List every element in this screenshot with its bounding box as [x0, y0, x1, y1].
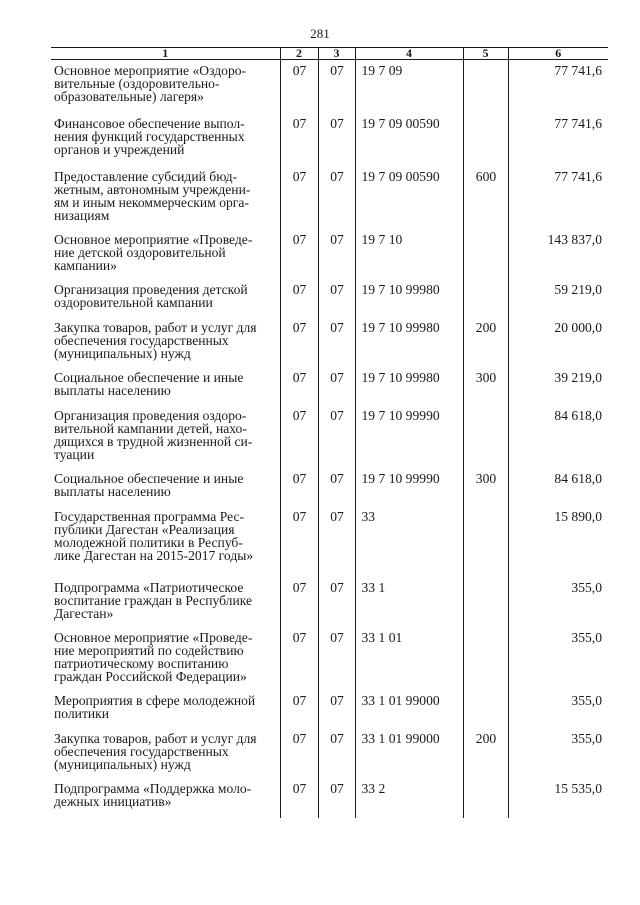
row-expense-type-code-cell — [463, 577, 508, 627]
row-name-line: выплаты населению — [54, 383, 171, 398]
row-name-line: жетным, автономным учреждени- — [54, 182, 251, 197]
row-name-cell — [51, 367, 280, 405]
row-section-code-cell — [280, 367, 318, 405]
row-amount: 355,0 — [571, 731, 602, 746]
row-target-item-code-cell — [355, 405, 463, 468]
row-amount: 355,0 — [571, 580, 602, 595]
row-subsection-code-cell — [318, 468, 355, 506]
row-section-code: 07 — [292, 169, 307, 184]
row-subsection-code-cell — [318, 279, 355, 317]
column-header-4: 4 — [355, 48, 463, 60]
row-name-cell — [51, 778, 280, 818]
row-target-item-code-cell — [355, 627, 463, 690]
row-amount-cell — [508, 279, 608, 317]
row-section-code-cell — [280, 166, 318, 229]
row-target-item-code: 33 2 — [361, 781, 386, 796]
row-name-line: лике Дагестан на 2015-2017 годы» — [54, 548, 254, 563]
column-header-1: 1 — [51, 48, 280, 60]
row-target-item-code: 19 7 10 99980 — [361, 320, 440, 335]
row-expense-type-code-cell — [463, 60, 508, 114]
table-row — [51, 728, 608, 778]
row-amount: 39 219,0 — [554, 370, 602, 385]
row-amount: 77 741,6 — [554, 63, 602, 78]
row-section-code-cell — [280, 506, 318, 577]
row-amount: 84 618,0 — [554, 471, 602, 486]
row-section-code: 07 — [292, 320, 307, 335]
row-subsection-code-cell — [318, 690, 355, 728]
table-body — [51, 60, 608, 819]
row-amount-cell — [508, 468, 608, 506]
table-row — [51, 229, 608, 279]
row-subsection-code-cell — [318, 367, 355, 405]
row-amount-cell — [508, 728, 608, 778]
row-target-item-code: 33 1 01 — [361, 630, 403, 645]
table-row — [51, 690, 608, 728]
row-target-item-code-cell — [355, 113, 463, 166]
row-expense-type-code-cell — [463, 229, 508, 279]
row-amount: 77 741,6 — [554, 116, 602, 131]
row-section-code: 07 — [292, 630, 307, 645]
row-name-line: Организация проведения оздоро- — [54, 408, 247, 423]
row-subsection-code-cell — [318, 229, 355, 279]
row-subsection-code: 07 — [330, 630, 344, 645]
row-amount: 77 741,6 — [554, 169, 602, 184]
row-section-code: 07 — [292, 693, 307, 708]
row-name-cell — [51, 728, 280, 778]
row-subsection-code: 07 — [330, 370, 344, 385]
row-name-line: Закупка товаров, работ и услуг для — [54, 731, 257, 746]
row-subsection-code-cell — [318, 728, 355, 778]
row-name-cell — [51, 166, 280, 229]
row-target-item-code-cell — [355, 778, 463, 818]
row-name-line: вительной кампании детей, нахо- — [54, 421, 247, 436]
row-target-item-code: 19 7 10 — [361, 232, 403, 247]
table-row — [51, 166, 608, 229]
row-subsection-code: 07 — [330, 63, 344, 78]
row-amount-cell — [508, 405, 608, 468]
row-name-cell — [51, 113, 280, 166]
row-name-line: Основное мероприятие «Проведе- — [54, 232, 253, 247]
row-target-item-code-cell — [355, 317, 463, 367]
row-expense-type-code-cell — [463, 506, 508, 577]
row-name-line: кампании» — [54, 258, 117, 273]
row-target-item-code-cell — [355, 690, 463, 728]
row-amount: 143 837,0 — [547, 232, 602, 247]
row-name-line: (муниципальных) нужд — [54, 757, 191, 772]
row-subsection-code: 07 — [330, 693, 344, 708]
budget-table — [51, 47, 608, 818]
row-target-item-code-cell — [355, 506, 463, 577]
row-name-line: органов и учреждений — [54, 142, 185, 157]
row-target-item-code: 33 — [361, 509, 376, 524]
row-section-code: 07 — [292, 63, 307, 78]
row-section-code: 07 — [292, 731, 307, 746]
row-amount: 84 618,0 — [554, 408, 602, 423]
row-expense-type-code-cell — [463, 113, 508, 166]
row-section-code: 07 — [292, 580, 307, 595]
row-subsection-code-cell — [318, 317, 355, 367]
row-target-item-code: 19 7 10 99980 — [361, 282, 440, 297]
table-row — [51, 506, 608, 577]
row-amount: 20 000,0 — [554, 320, 602, 335]
row-name-line: ние мероприятий по содействию — [54, 643, 244, 658]
column-header-3: 3 — [318, 48, 355, 60]
row-name-line: Государственная программа Рес- — [54, 509, 245, 524]
column-header-5: 5 — [463, 48, 508, 60]
row-name-line: Основное мероприятие «Оздоро- — [54, 63, 247, 78]
row-target-item-code-cell — [355, 577, 463, 627]
row-section-code-cell — [280, 405, 318, 468]
row-name-line: Подпрограмма «Патриотическое — [54, 580, 244, 595]
row-name-cell — [51, 405, 280, 468]
row-target-item-code-cell — [355, 468, 463, 506]
row-name-line: дежных инициатив» — [54, 794, 172, 809]
row-name-line: политики — [54, 706, 110, 721]
row-name-line: ям и иным некоммерческим орга- — [54, 195, 249, 210]
row-expense-type-code: 200 — [475, 731, 497, 746]
row-target-item-code-cell — [355, 279, 463, 317]
row-name-line: оздоровительной кампании — [54, 295, 213, 310]
row-name-cell — [51, 506, 280, 577]
row-expense-type-code-cell — [463, 778, 508, 818]
row-section-code-cell — [280, 113, 318, 166]
row-subsection-code-cell — [318, 166, 355, 229]
row-subsection-code-cell — [318, 627, 355, 690]
row-amount-cell — [508, 367, 608, 405]
table-row — [51, 279, 608, 317]
row-section-code: 07 — [292, 408, 307, 423]
row-subsection-code: 07 — [330, 471, 344, 486]
row-name-line: воспитание граждан в Республике — [54, 593, 253, 608]
row-name-line: вительные (оздоровительно- — [54, 76, 220, 91]
row-section-code-cell — [280, 728, 318, 778]
row-target-item-code-cell — [355, 166, 463, 229]
row-target-item-code: 33 1 01 99000 — [361, 693, 440, 708]
row-subsection-code: 07 — [330, 509, 344, 524]
row-target-item-code: 33 1 01 99000 — [361, 731, 440, 746]
row-name-line: Подпрограмма «Поддержка моло- — [54, 781, 252, 796]
row-name-line: ние детской оздоровительной — [54, 245, 226, 260]
row-amount-cell — [508, 229, 608, 279]
row-name-line: Предоставление субсидий бюд- — [54, 169, 238, 184]
row-expense-type-code: 300 — [475, 471, 497, 486]
row-name-line: обеспечения государственных — [54, 333, 229, 348]
row-section-code: 07 — [292, 781, 307, 796]
row-name-cell — [51, 690, 280, 728]
row-name-cell — [51, 229, 280, 279]
row-expense-type-code-cell — [463, 367, 508, 405]
row-name-line: молодежной политики в Респуб- — [54, 535, 243, 550]
row-name-line: публики Дагестан «Реализация — [54, 522, 235, 537]
row-name-line: патриотическому воспитанию — [54, 656, 229, 671]
row-section-code-cell — [280, 627, 318, 690]
row-name-cell — [51, 577, 280, 627]
table-header — [51, 48, 608, 60]
row-amount-cell — [508, 166, 608, 229]
row-section-code-cell — [280, 690, 318, 728]
row-target-item-code: 19 7 09 00590 — [361, 169, 440, 184]
row-amount-cell — [508, 778, 608, 818]
row-subsection-code-cell — [318, 405, 355, 468]
row-section-code-cell — [280, 468, 318, 506]
row-section-code-cell — [280, 778, 318, 818]
row-amount-cell — [508, 317, 608, 367]
row-name-line: Закупка товаров, работ и услуг для — [54, 320, 257, 335]
table-row — [51, 317, 608, 367]
row-target-item-code: 19 7 10 99990 — [361, 408, 440, 423]
row-expense-type-code-cell — [463, 728, 508, 778]
row-expense-type-code: 200 — [475, 320, 497, 335]
row-name-line: Основное мероприятие «Проведе- — [54, 630, 253, 645]
row-name-line: дящихся в трудной жизненной си- — [54, 434, 253, 449]
row-section-code: 07 — [292, 232, 307, 247]
row-amount: 355,0 — [571, 630, 602, 645]
table-row — [51, 60, 608, 114]
table-row — [51, 367, 608, 405]
row-subsection-code: 07 — [330, 282, 344, 297]
row-amount-cell — [508, 60, 608, 114]
row-name-line: нения функций государственных — [54, 129, 245, 144]
table-row — [51, 468, 608, 506]
table-row — [51, 627, 608, 690]
row-name-line: Финансовое обеспечение выпол- — [54, 116, 245, 131]
row-subsection-code-cell — [318, 778, 355, 818]
row-name-line: (муниципальных) нужд — [54, 346, 191, 361]
row-name-cell — [51, 317, 280, 367]
row-expense-type-code-cell — [463, 166, 508, 229]
row-name-cell — [51, 60, 280, 114]
row-section-code: 07 — [292, 370, 307, 385]
column-header-2: 2 — [280, 48, 318, 60]
row-name-line: выплаты населению — [54, 484, 171, 499]
row-target-item-code: 19 7 10 99990 — [361, 471, 440, 486]
header-row — [51, 48, 608, 60]
row-amount: 355,0 — [571, 693, 602, 708]
row-amount-cell — [508, 113, 608, 166]
row-subsection-code-cell — [318, 506, 355, 577]
row-section-code: 07 — [292, 471, 307, 486]
row-target-item-code: 19 7 10 99980 — [361, 370, 440, 385]
row-expense-type-code-cell — [463, 317, 508, 367]
row-section-code: 07 — [292, 509, 307, 524]
row-name-line: обеспечения государственных — [54, 744, 229, 759]
table-row — [51, 405, 608, 468]
row-section-code: 07 — [292, 282, 307, 297]
row-section-code-cell — [280, 279, 318, 317]
row-name-cell — [51, 627, 280, 690]
row-amount-cell — [508, 690, 608, 728]
table-row — [51, 113, 608, 166]
row-name-line: образовательные) лагеря» — [54, 89, 204, 104]
row-name-line: Организация проведения детской — [54, 282, 248, 297]
row-target-item-code: 33 1 — [361, 580, 386, 595]
row-subsection-code-cell — [318, 60, 355, 114]
row-expense-type-code-cell — [463, 468, 508, 506]
row-expense-type-code-cell — [463, 405, 508, 468]
row-subsection-code: 07 — [330, 232, 344, 247]
row-amount-cell — [508, 506, 608, 577]
row-subsection-code-cell — [318, 577, 355, 627]
row-expense-type-code: 600 — [475, 169, 497, 184]
row-amount-cell — [508, 627, 608, 690]
row-name-line: Дагестан» — [54, 606, 114, 621]
row-name-line: туации — [54, 447, 95, 462]
row-section-code-cell — [280, 317, 318, 367]
row-amount: 15 890,0 — [554, 509, 602, 524]
row-section-code-cell — [280, 60, 318, 114]
column-header-6: 6 — [508, 48, 608, 60]
row-subsection-code: 07 — [330, 731, 344, 746]
row-name-line: низациям — [54, 208, 110, 223]
row-amount-cell — [508, 577, 608, 627]
row-expense-type-code-cell — [463, 690, 508, 728]
row-target-item-code-cell — [355, 367, 463, 405]
row-section-code-cell — [280, 577, 318, 627]
row-name-line: Мероприятия в сфере молодежной — [54, 693, 256, 708]
row-section-code: 07 — [292, 116, 307, 131]
row-name-line: граждан Российской Федерации» — [54, 669, 247, 684]
row-amount: 15 535,0 — [554, 781, 602, 796]
row-name-cell — [51, 468, 280, 506]
row-section-code-cell — [280, 229, 318, 279]
row-name-line: Социальное обеспечение и иные — [54, 471, 244, 486]
row-target-item-code: 19 7 09 — [361, 63, 403, 78]
row-expense-type-code: 300 — [475, 370, 497, 385]
row-subsection-code: 07 — [330, 781, 344, 796]
row-expense-type-code-cell — [463, 627, 508, 690]
row-amount: 59 219,0 — [554, 282, 602, 297]
row-name-line: Социальное обеспечение и иные — [54, 370, 244, 385]
row-target-item-code-cell — [355, 229, 463, 279]
row-target-item-code: 19 7 09 00590 — [361, 116, 440, 131]
row-subsection-code: 07 — [330, 580, 344, 595]
table-row — [51, 778, 608, 818]
row-subsection-code: 07 — [330, 169, 344, 184]
page-number: 281 — [310, 26, 330, 41]
row-subsection-code: 07 — [330, 320, 344, 335]
row-name-cell — [51, 279, 280, 317]
row-target-item-code-cell — [355, 60, 463, 114]
row-subsection-code: 07 — [330, 408, 344, 423]
row-expense-type-code-cell — [463, 279, 508, 317]
row-subsection-code: 07 — [330, 116, 344, 131]
row-subsection-code-cell — [318, 113, 355, 166]
row-target-item-code-cell — [355, 728, 463, 778]
table-row — [51, 577, 608, 627]
